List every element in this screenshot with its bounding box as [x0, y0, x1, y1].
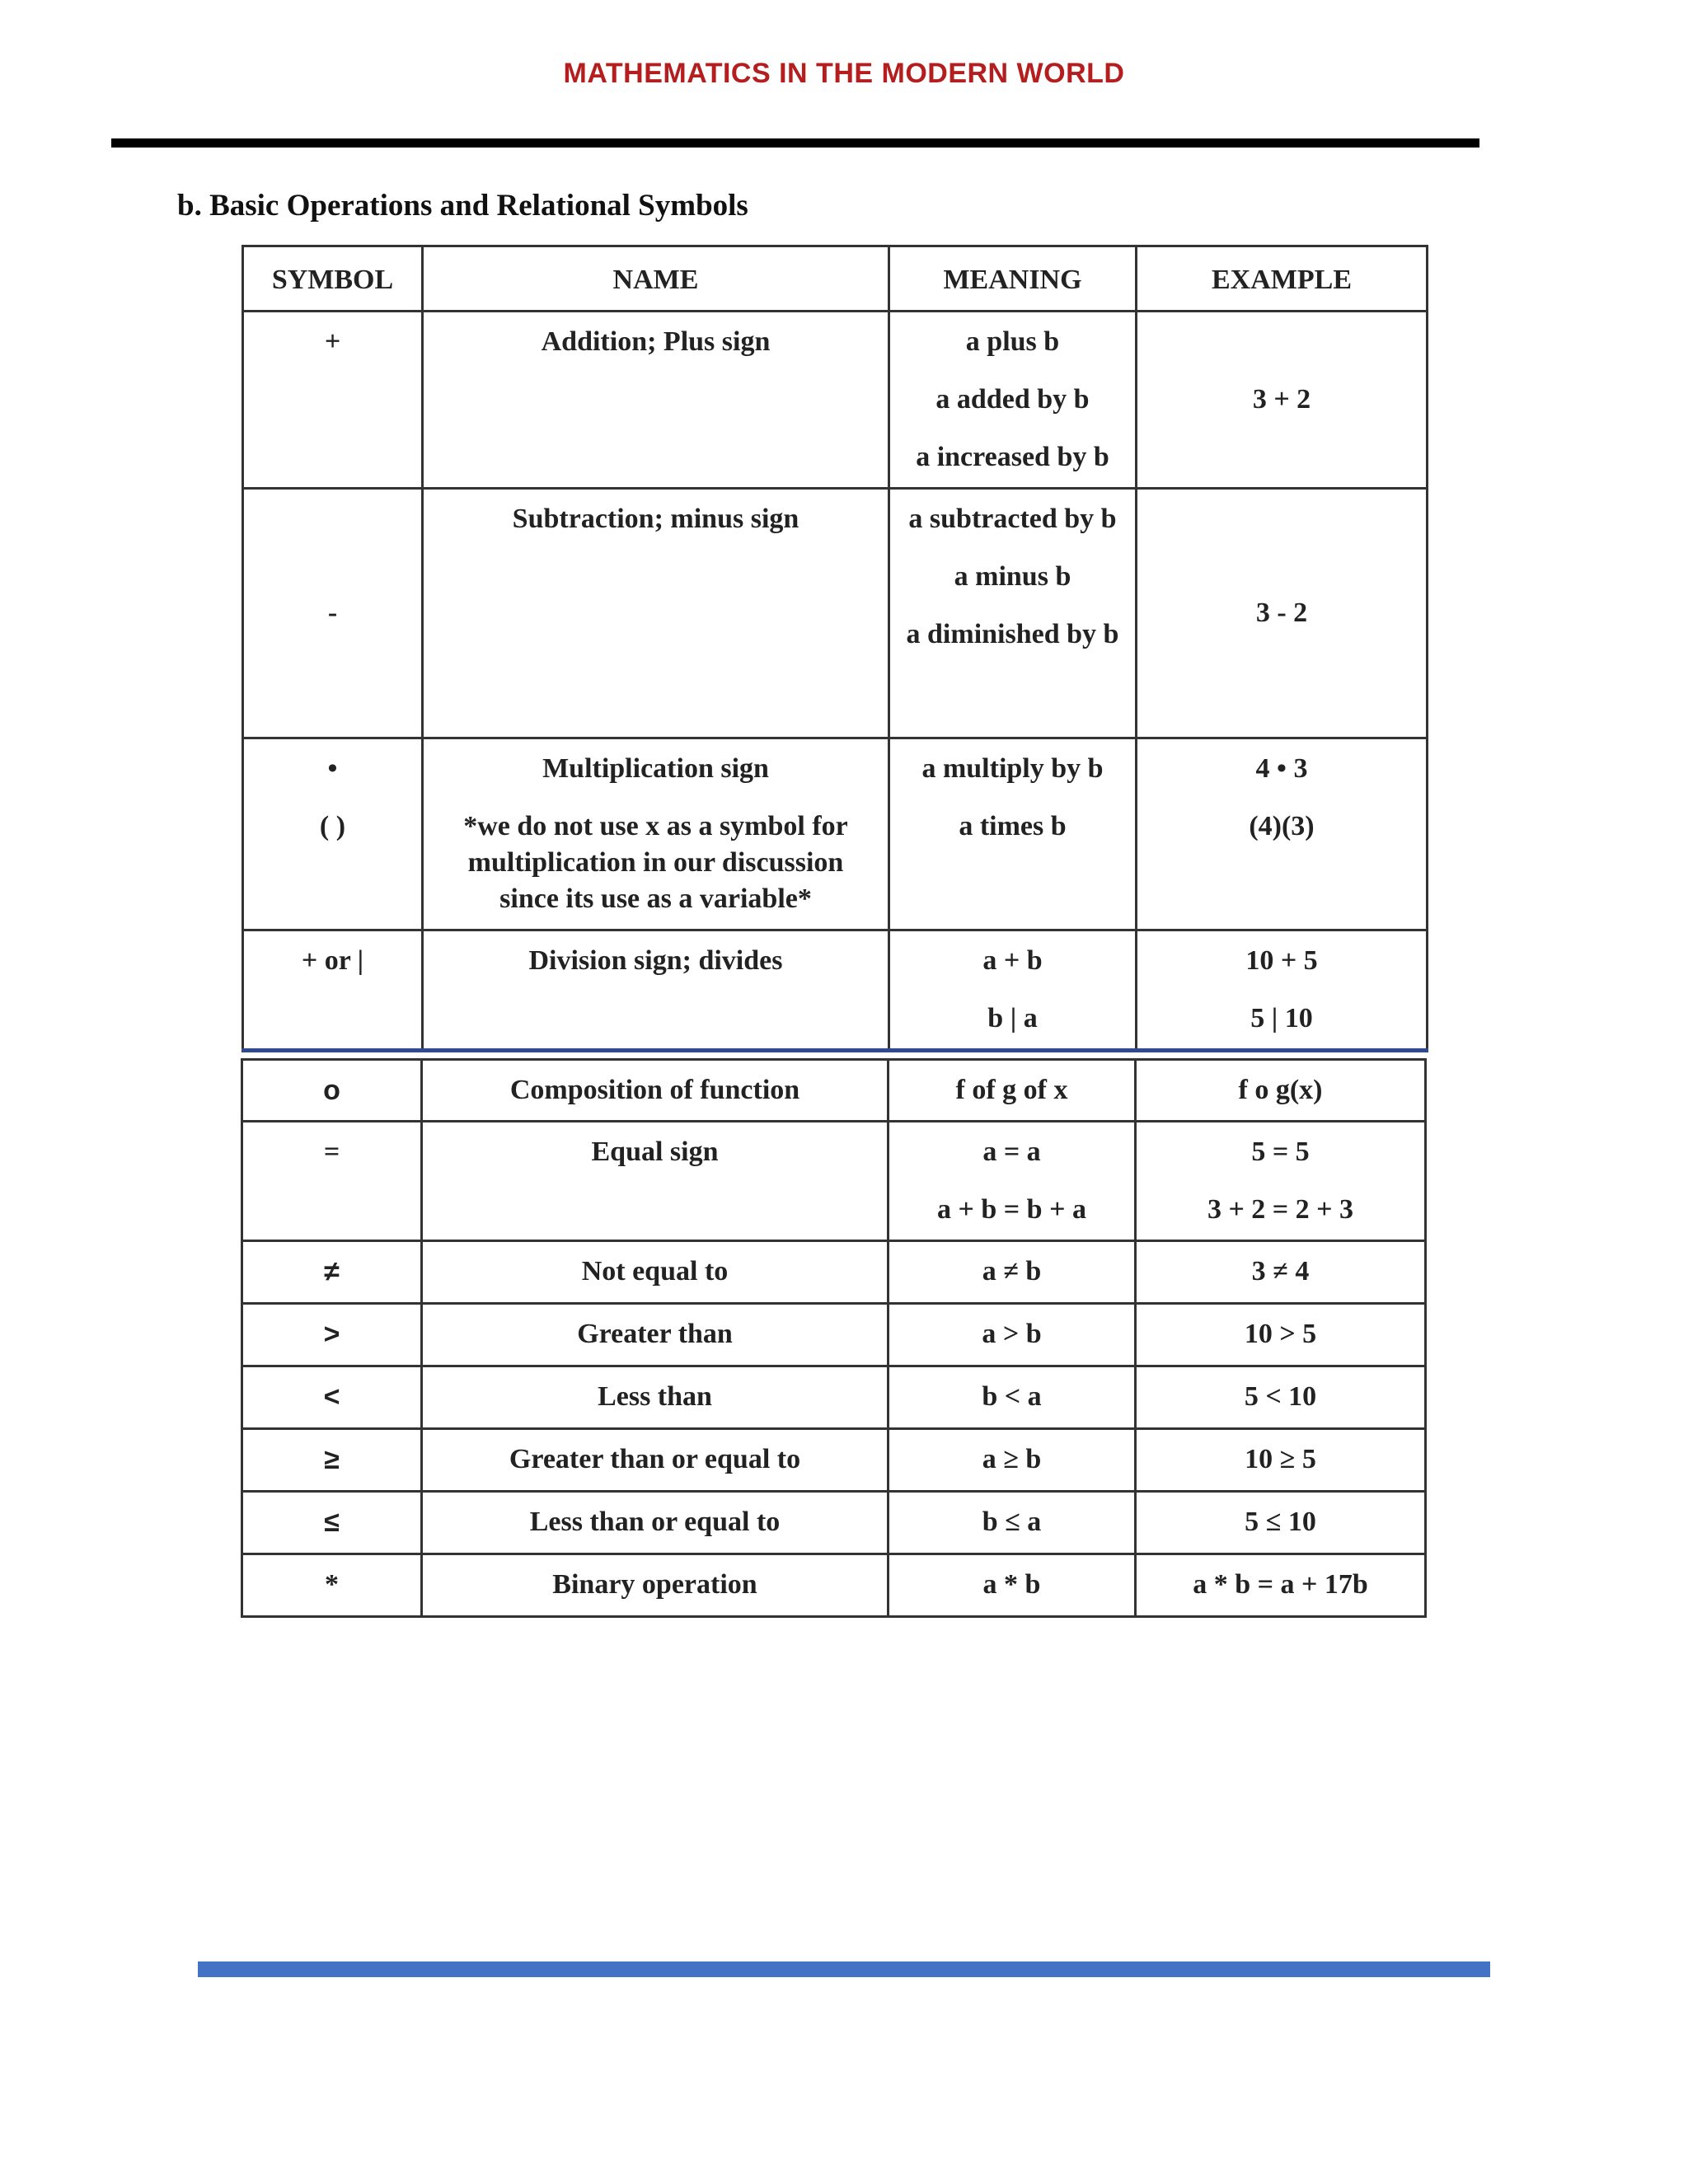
meaning-text: a * b [982, 1569, 1041, 1600]
name-cell [423, 312, 889, 489]
symbol-text: ≥ [324, 1444, 340, 1475]
column-header-name: NAME [423, 246, 889, 312]
column-header-example: EXAMPLE [1137, 246, 1428, 312]
name-cell [422, 1241, 889, 1304]
name-text: Equal sign [591, 1137, 719, 1167]
meaning-text: a increased by b [916, 442, 1109, 472]
meaning-cell [889, 312, 1137, 489]
symbol-cell [243, 930, 423, 1051]
meaning-text: b | a [987, 1003, 1038, 1033]
symbol-cell [242, 1241, 422, 1304]
symbol-text: ( ) [319, 811, 346, 841]
example-text: 10 + 5 [1245, 945, 1318, 976]
meaning-text: a diminished by b [906, 619, 1119, 649]
meaning-cell [889, 1122, 1136, 1241]
name-text: Subtraction; minus sign [512, 504, 799, 534]
table-row [242, 1492, 1426, 1554]
symbol-text: ≠ [324, 1256, 340, 1287]
meaning-text: a plus b [965, 326, 1060, 357]
name-text: Composition of function [509, 1075, 800, 1105]
meaning-text: a multiply by b [921, 753, 1104, 784]
name-cell [422, 1492, 889, 1554]
symbol-text: + or | [301, 945, 364, 976]
page-header-title: MATHEMATICS IN THE MODERN WORLD [563, 58, 1125, 89]
example-cell [1137, 489, 1428, 738]
meaning-cell [889, 489, 1137, 738]
name-text: Not equal to [581, 1256, 729, 1286]
table-row [242, 1304, 1426, 1366]
table-row [242, 1366, 1426, 1429]
symbol-text: * [325, 1569, 339, 1600]
name-note-text: *we do not use x as a symbol for multiplication in our discussion since its use as a variable* [463, 811, 848, 914]
symbol-cell [242, 1492, 422, 1554]
table-row [242, 1554, 1426, 1617]
meaning-text: a > b [982, 1319, 1042, 1349]
example-text: 5 | 10 [1250, 1003, 1313, 1033]
meaning-text: b < a [982, 1381, 1042, 1412]
example-text: 3 + 2 = 2 + 3 [1207, 1194, 1354, 1225]
meaning-text: a + b = b + a [937, 1194, 1086, 1225]
name-text: Addition; Plus sign [541, 326, 771, 357]
name-text: Less than [598, 1381, 712, 1412]
meaning-cell [889, 930, 1137, 1051]
table-row [242, 1060, 1426, 1122]
symbol-cell [242, 1060, 422, 1122]
name-cell [423, 489, 889, 738]
table-row [242, 1429, 1426, 1492]
meaning-cell [889, 1060, 1136, 1122]
column-header-symbol: SYMBOL [243, 246, 423, 312]
meaning-cell [889, 1429, 1136, 1492]
meaning-cell [889, 1492, 1136, 1554]
example-cell [1136, 1241, 1426, 1304]
name-text: Less than or equal to [529, 1507, 781, 1537]
name-cell [422, 1060, 889, 1122]
name-cell [422, 1366, 889, 1429]
example-text: 4 • 3 [1255, 753, 1308, 784]
name-cell [423, 930, 889, 1051]
example-text: 10 > 5 [1244, 1319, 1317, 1349]
header-rule [111, 138, 1479, 148]
section-heading: b. Basic Operations and Relational Symbols [177, 189, 748, 223]
column-header-meaning: MEANING [889, 246, 1137, 312]
example-cell [1137, 312, 1428, 489]
example-text: 3 - 2 [1255, 598, 1308, 628]
symbol-cell [243, 489, 423, 738]
example-cell [1136, 1492, 1426, 1554]
meaning-text: a ≥ b [982, 1444, 1042, 1474]
symbol-text: < [323, 1381, 340, 1413]
symbol-cell [243, 312, 423, 489]
name-text: Greater than [577, 1319, 733, 1349]
example-cell [1136, 1429, 1426, 1492]
name-cell [422, 1304, 889, 1366]
table-row [243, 312, 1428, 489]
example-text: 5 ≤ 10 [1245, 1507, 1316, 1537]
meaning-cell [889, 1366, 1136, 1429]
symbol-cell [242, 1366, 422, 1429]
table-row [242, 1241, 1426, 1304]
table-row [243, 489, 1428, 738]
example-text: (4)(3) [1249, 811, 1315, 841]
example-cell [1136, 1304, 1426, 1366]
symbol-cell [242, 1554, 422, 1617]
name-cell [422, 1554, 889, 1617]
meaning-text: a added by b [935, 384, 1090, 415]
example-text: 5 = 5 [1251, 1137, 1310, 1167]
example-cell [1136, 1554, 1426, 1617]
symbol-text: • [327, 753, 338, 784]
meaning-text: a minus b [954, 561, 1071, 592]
symbol-cell [242, 1429, 422, 1492]
example-text: 5 < 10 [1244, 1381, 1317, 1412]
example-cell [1136, 1366, 1426, 1429]
meaning-cell [889, 1304, 1136, 1366]
meaning-text: a ≠ b [982, 1256, 1042, 1286]
symbol-cell [242, 1122, 422, 1241]
table-row [243, 930, 1428, 1051]
name-text: Greater than or equal to [509, 1444, 801, 1474]
example-cell [1137, 930, 1428, 1051]
example-text: 10 ≥ 5 [1245, 1444, 1316, 1474]
meaning-text: a subtracted by b [908, 504, 1117, 534]
name-cell [423, 738, 889, 930]
symbol-text: = [323, 1137, 340, 1167]
footer-bar [198, 1961, 1490, 1977]
meaning-cell [889, 1241, 1136, 1304]
example-text: 3 + 2 [1252, 384, 1311, 415]
example-cell [1137, 738, 1428, 930]
example-text: 3 ≠ 4 [1251, 1256, 1310, 1286]
meaning-text: f of g of x [955, 1075, 1068, 1105]
symbol-text: ≤ [324, 1507, 340, 1538]
name-text: Division sign; divides [528, 945, 783, 976]
table-header-row [243, 246, 1428, 312]
example-text: f o g(x) [1238, 1075, 1323, 1105]
symbol-text: + [324, 326, 341, 357]
name-cell [422, 1122, 889, 1241]
name-text: Binary operation [552, 1569, 757, 1600]
meaning-text: b ≤ a [982, 1507, 1042, 1537]
name-text: Multiplication sign [542, 753, 769, 784]
meaning-text: a times b [959, 811, 1067, 841]
symbols-table-part2 [241, 1058, 1427, 1618]
example-cell [1136, 1060, 1426, 1122]
symbol-text: o [323, 1075, 340, 1106]
name-cell [422, 1429, 889, 1492]
symbol-cell [243, 738, 423, 930]
example-cell [1136, 1122, 1426, 1241]
meaning-text: a = a [982, 1137, 1041, 1167]
meaning-text: a + b [982, 945, 1043, 976]
table-row [243, 738, 1428, 930]
symbol-text: > [323, 1319, 340, 1350]
example-text: a * b = a + 17b [1193, 1569, 1368, 1600]
symbol-cell [242, 1304, 422, 1366]
meaning-cell [889, 1554, 1136, 1617]
meaning-cell [889, 738, 1137, 930]
table-row [242, 1122, 1426, 1241]
symbols-table-part1 [241, 245, 1428, 1052]
symbol-text: - [327, 598, 338, 628]
